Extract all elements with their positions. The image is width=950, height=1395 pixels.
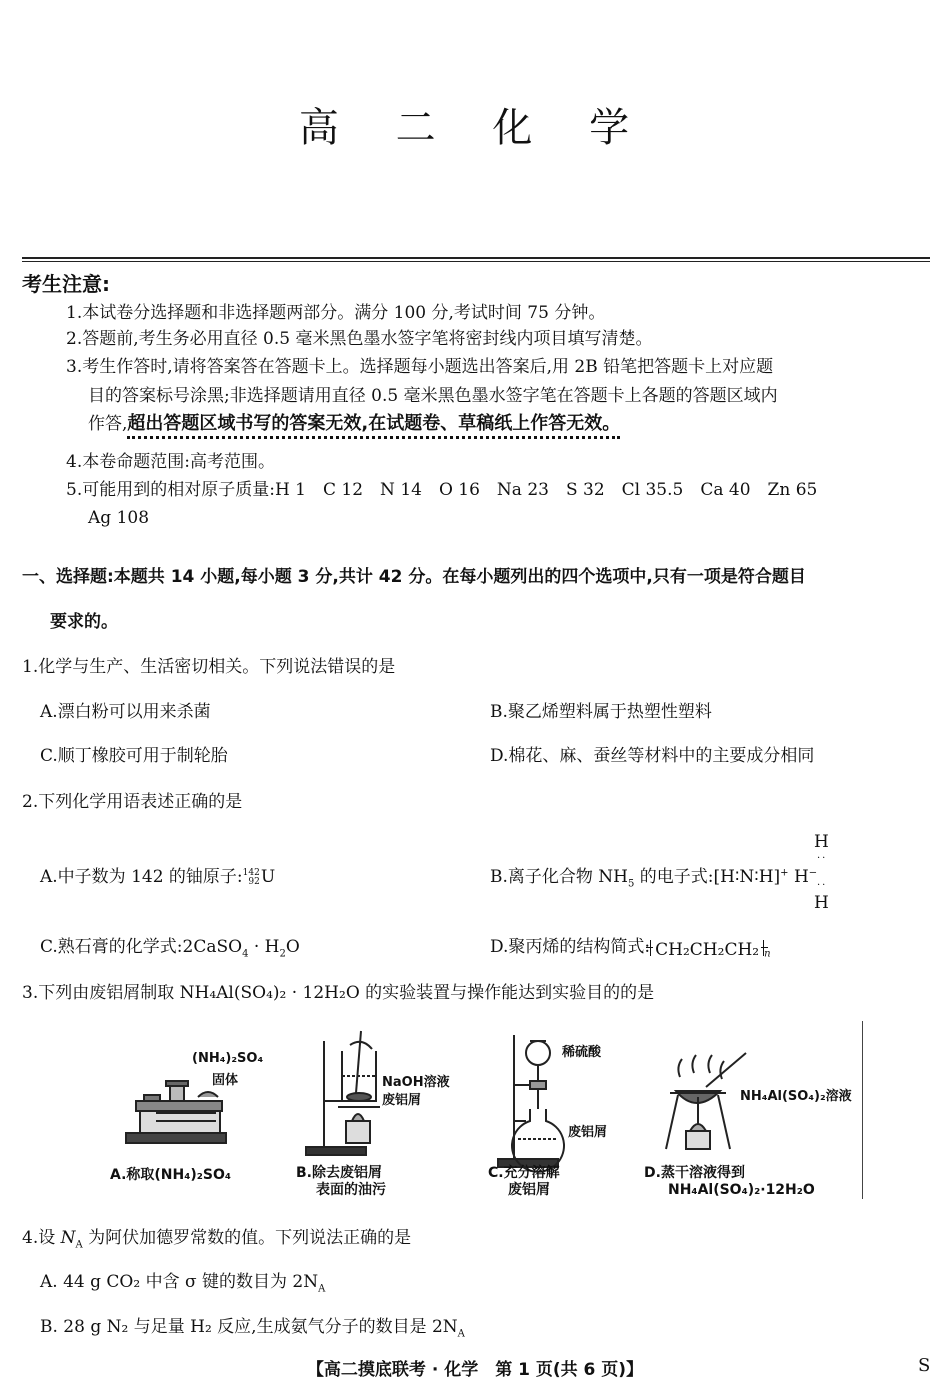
q2-stem: 2.下列化学用语表述正确的是	[22, 792, 243, 812]
q1-option-d: D.棉花、麻、蚕丝等材料中的主要成分相同	[490, 746, 815, 766]
q2-b-text: B.离子化合物 NH	[490, 867, 629, 887]
q3-caption-c1: C.充分溶解	[488, 1165, 560, 1181]
q4-a-text: A. 44 g CO₂ 中含 σ 键的数目为 2N	[40, 1272, 319, 1292]
q2-a-text: A.中子数为 142 的铀原子:	[40, 867, 243, 887]
q1-option-a: A.漂白粉可以用来杀菌	[40, 702, 211, 722]
q4-na-symbol: N	[60, 1228, 76, 1248]
q2-a-mass: 142	[242, 867, 260, 878]
q2-c-text: C.熟石膏的化学式:2CaSO	[40, 937, 243, 957]
q3-label-b1: NaOH溶液	[382, 1075, 450, 1090]
q2-d-formula: CH₂CH₂CH₂	[655, 939, 760, 960]
evaporating-dish-icon	[666, 1053, 746, 1149]
q3-label-c2: 废铝屑	[568, 1125, 608, 1140]
notice-item-1: 1.本试卷分选择题和非选择题两部分。满分 100 分,考试时间 75 分钟。	[66, 303, 606, 323]
q4-stem	[22, 1223, 411, 1250]
section-1-heading: 一、选择题:本题共 14 小题,每小题 3 分,共计 42 分。在每小题列出的四个选项中,只有一项是符合题目	[22, 567, 806, 587]
q2-option-c	[40, 932, 300, 959]
header-rule-thick	[22, 257, 930, 259]
q1-option-c: C.顺丁橡胶可用于制轮胎	[40, 746, 228, 766]
q3-caption-d2: NH₄Al(SO₄)₂·12H₂O	[668, 1182, 815, 1198]
heating-beaker-icon	[306, 1031, 380, 1155]
q1-stem: 1.化学与生产、生活密切相关。下列说法错误的是	[22, 657, 396, 677]
q3-caption-c2: 废铝屑	[508, 1182, 550, 1198]
q3-label-b2: 废铝屑	[382, 1093, 422, 1108]
q2-c-text2: · H	[248, 937, 280, 957]
q3-label-c1: 稀硫酸	[562, 1045, 602, 1060]
q4-b-sub: A	[457, 1328, 465, 1340]
q3-label-a2: 固体	[212, 1073, 239, 1088]
q3-caption-b2: 表面的油污	[316, 1182, 386, 1198]
q2-option-b	[490, 862, 817, 889]
q2-b-formula: [H∶N∶H]	[713, 867, 781, 887]
q1-option-b: B.聚乙烯塑料属于热塑性塑料	[490, 702, 712, 722]
q2-d-polymer-bracket	[650, 939, 764, 960]
q4-na-sub: A	[75, 1239, 83, 1251]
q2-c-sub2: 2	[279, 948, 286, 960]
balance-icon	[126, 1081, 226, 1143]
q3-caption-d1: D.蒸干溶液得到	[644, 1165, 745, 1181]
q2-b-charge: +	[780, 867, 789, 879]
q2-b-electron-dots-top: ··	[817, 853, 828, 864]
q3-stem: 3.下列由废铝屑制取 NH₄Al(SO₄)₂ · 12H₂O 的实验装置与操作能达到实验目的的是	[22, 983, 655, 1003]
notice-item-3-line1: 3.考生作答时,请将答案答在答题卡上。选择题每小题选出答案后,用 2B 铅笔把答题卡上对应题	[66, 357, 774, 377]
q4-b-text: B. 28 g N₂ 与足量 H₂ 反应,生成氨气分子的数目是 2N	[40, 1317, 458, 1337]
q2-b-h-top: H	[814, 832, 829, 852]
version-mark: S	[918, 1355, 931, 1376]
q4-stem-pre: 4.设	[22, 1228, 61, 1248]
section-1-heading-line2: 要求的。	[50, 612, 118, 632]
q4-option-a	[40, 1267, 325, 1294]
q2-b-anion: H	[788, 867, 809, 887]
q2-a-symbol: U	[260, 867, 276, 887]
q2-c-sub: 4	[242, 948, 249, 960]
notice-item-5-line2: Ag 108	[88, 508, 150, 528]
q2-b-text2: 的电子式:	[634, 867, 714, 887]
q2-c-text3: O	[285, 937, 300, 957]
q2-b-sub: 5	[628, 878, 635, 890]
q2-b-electron-dots-bottom: ··	[817, 880, 828, 891]
page-title: 高 二 化 学	[298, 105, 652, 151]
q2-a-nuclide	[243, 869, 260, 887]
q3-caption-b1: B.除去废铝屑	[296, 1165, 382, 1181]
notice-item-3-prefix: 作答,	[88, 414, 128, 434]
notice-item-5-line1: 5.可能用到的相对原子质量:H 1 C 12 N 14 O 16 Na 23 S 32 Cl 35.5 Ca 40 Zn 65	[66, 480, 818, 500]
q3-label-d1: NH₄Al(SO₄)₂溶液	[740, 1089, 852, 1104]
q2-d-n: n	[764, 948, 771, 960]
q2-a-atomic: 92	[248, 876, 260, 887]
q2-b-h-bottom: H	[814, 893, 829, 913]
q3-caption-a: A.称取(NH₄)₂SO₄	[110, 1167, 232, 1183]
q2-d-text: D.聚丙烯的结构简式:	[490, 937, 651, 957]
notice-item-3-line2: 目的答案标号涂黑;非选择题请用直径 0.5 毫米黑色墨水签字笔在答题卡上各题的答题区域内	[88, 386, 778, 406]
q2-option-d	[490, 932, 771, 959]
notice-item-2: 2.答题前,考生务必用直径 0.5 毫米黑色墨水签字笔将密封线内项目填写清楚。	[66, 329, 653, 349]
notice-emphasis: 超出答题区域书写的答案无效,在试题卷、草稿纸上作答无效。	[127, 413, 620, 439]
notice-item-4: 4.本卷命题范围:高考范围。	[66, 452, 275, 472]
page-footer: 【高二摸底联考 · 化学 第 1 页(共 6 页)】	[306, 1360, 644, 1380]
notice-heading: 考生注意:	[22, 272, 110, 296]
q3-label-a1: (NH₄)₂SO₄	[192, 1051, 264, 1066]
q3-figure	[106, 1021, 863, 1199]
q4-stem-post: 为阿伏加德罗常数的值。下列说法正确的是	[82, 1228, 412, 1248]
q4-option-b	[40, 1312, 465, 1339]
q4-a-sub: A	[318, 1283, 326, 1295]
notice-item-3-line3	[88, 411, 620, 437]
header-rule-thin	[22, 261, 930, 262]
q2-b-anion-charge: −	[808, 867, 818, 879]
flask-funnel-icon	[498, 1035, 564, 1172]
q2-option-a	[40, 862, 275, 887]
